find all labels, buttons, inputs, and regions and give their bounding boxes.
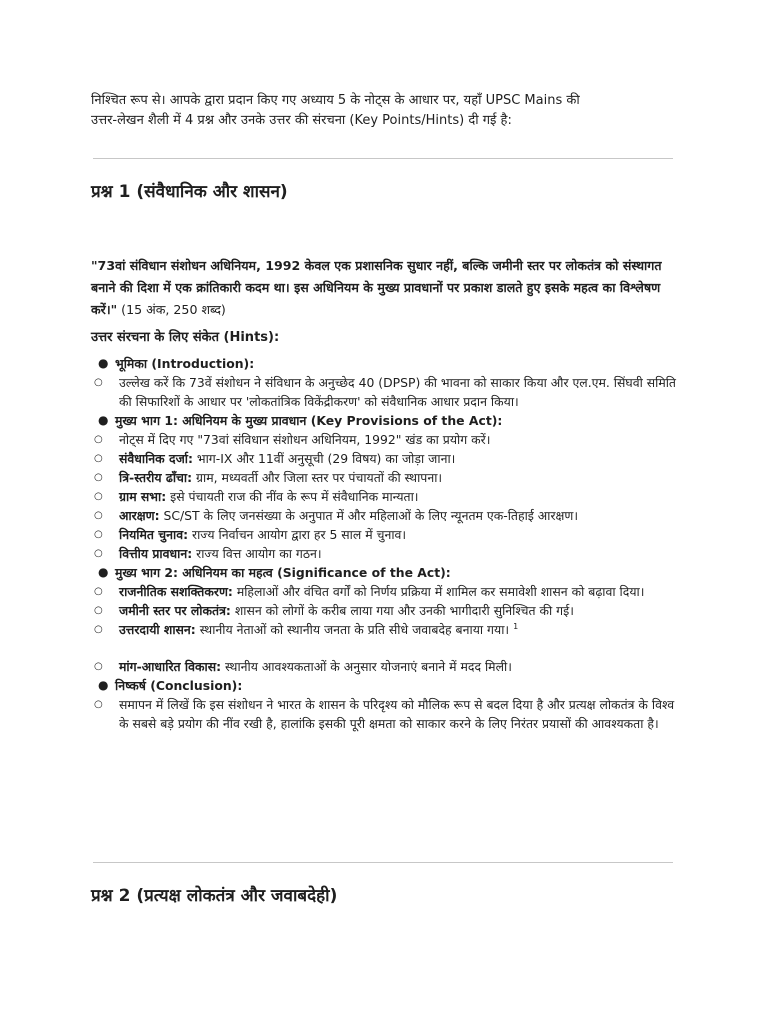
outline-section-key-provisions xyxy=(91,411,685,430)
question-1-text xyxy=(91,255,683,321)
question-1-heading: प्रश्न 1 (संवैधानिक और शासन) xyxy=(91,182,288,202)
list-item xyxy=(91,373,685,411)
section-title: भूमिका (Introduction): xyxy=(115,356,255,371)
list-item xyxy=(91,468,685,487)
spacer xyxy=(91,639,685,657)
list-item-label: संवैधानिक दर्जा: xyxy=(119,451,193,466)
hollow-bullet-icon: ○ xyxy=(94,434,103,445)
list-item xyxy=(91,449,685,468)
section-title: मुख्य भाग 2: अधिनियम का महत्व (Significance of the Act): xyxy=(115,565,451,580)
list-item xyxy=(91,601,685,620)
hollow-bullet-icon: ○ xyxy=(94,377,103,388)
list-item-label: नियमित चुनाव: xyxy=(119,527,189,542)
list-item xyxy=(91,582,685,601)
hollow-bullet-icon: ○ xyxy=(94,586,103,597)
hollow-bullet-icon: ○ xyxy=(94,699,103,710)
intro-paragraph xyxy=(91,91,691,131)
list-item-label: जमीनी स्तर पर लोकतंत्र: xyxy=(119,603,231,618)
list-item xyxy=(91,506,685,525)
hollow-bullet-icon: ○ xyxy=(94,605,103,616)
list-item xyxy=(91,525,685,544)
list-item-label: वित्तीय प्रावधान: xyxy=(119,546,193,561)
list-item xyxy=(91,695,685,733)
intro-line-2: उत्तर-लेखन शैली में 4 प्रश्न और उनके उत्तर की संरचना (Key Points/Hints) दी गई है: xyxy=(91,113,512,128)
footnote-marker[interactable]: 1 xyxy=(513,621,519,631)
section-title: मुख्य भाग 1: अधिनियम के मुख्य प्रावधान (Key Provisions of the Act): xyxy=(115,413,503,428)
hollow-bullet-icon: ○ xyxy=(94,661,103,672)
hollow-bullet-icon: ○ xyxy=(94,472,103,483)
list-item-text: महिलाओं और वंचित वर्गों को निर्णय प्रक्रिया में शामिल कर समावेशी शासन को बढ़ावा दिया। xyxy=(232,584,645,599)
list-item-label: ग्राम सभा: xyxy=(119,489,167,504)
list-item xyxy=(91,657,685,676)
list-item-text: राज्य निर्वाचन आयोग द्वारा हर 5 साल में चुनाव। xyxy=(188,527,407,542)
horizontal-divider xyxy=(93,158,673,159)
list-item-label: आरक्षण: xyxy=(119,508,160,523)
hollow-bullet-icon: ○ xyxy=(94,624,103,635)
list-item xyxy=(91,544,685,563)
list-item-text: राज्य वित्त आयोग का गठन। xyxy=(192,546,322,561)
hollow-bullet-icon: ○ xyxy=(94,529,103,540)
list-item-label: मांग-आधारित विकास: xyxy=(119,659,222,674)
list-item-text: SC/ST के लिए जनसंख्या के अनुपात में और महिलाओं के लिए न्यूनतम एक-तिहाई आरक्षण। xyxy=(159,508,579,523)
outline-section-conclusion xyxy=(91,676,685,695)
bullet-icon: ● xyxy=(98,678,109,692)
question-2-heading: प्रश्न 2 (प्रत्यक्ष लोकतंत्र और जवाबदेही) xyxy=(91,886,338,906)
outline-section-significance xyxy=(91,563,685,582)
list-item xyxy=(91,430,685,449)
list-item-text: समापन में लिखें कि इस संशोधन ने भारत के शासन के परिदृश्य को मौलिक रूप से बदल दिया है और प्रत्यक्ष लोकतंत्र के विश्व के सबसे बड़े प्रयोग की नींव रखी है, हालांकि इसकी पूरी क्षमता को साकार करने के लिए निरंतर प्रयासों की आवश्यकता है। xyxy=(119,697,675,731)
list-item xyxy=(91,620,685,639)
bullet-icon: ● xyxy=(98,565,109,579)
list-item-label: उत्तरदायी शासन: xyxy=(119,622,196,637)
question-1-marks: (15 अंक, 250 शब्द) xyxy=(117,302,226,317)
hollow-bullet-icon: ○ xyxy=(94,548,103,559)
list-item-text: स्थानीय आवश्यकताओं के अनुसार योजनाएं बनाने में मदद मिली। xyxy=(221,659,512,674)
intro-line-1: निश्चित रूप से। आपके द्वारा प्रदान किए गए अध्याय 5 के नोट्स के आधार पर, यहाँ UPSC Mains की xyxy=(91,93,580,108)
list-item-text: शासन को लोगों के करीब लाया गया और उनकी भागीदारी सुनिश्चित की गई। xyxy=(230,603,574,618)
hollow-bullet-icon: ○ xyxy=(94,453,103,464)
list-item-text: इसे पंचायती राज की नींव के रूप में संवैधानिक मान्यता। xyxy=(166,489,419,504)
horizontal-divider xyxy=(93,862,673,863)
list-item-text: स्थानीय नेताओं को स्थानीय जनता के प्रति सीधे जवाबदेह बनाया गया। xyxy=(195,622,510,637)
bullet-icon: ● xyxy=(98,356,109,370)
list-item xyxy=(91,487,685,506)
section-title: निष्कर्ष (Conclusion): xyxy=(115,678,243,693)
question-1-statement: "73वां संविधान संशोधन अधिनियम, 1992 केवल एक प्रशासनिक सुधार नहीं, बल्कि जमीनी स्तर पर लोकतंत्र को संस्थागत बनाने की दिशा में एक क्रांतिकारी कदम था। इस अधिनियम के मुख्य प्रावधानों पर प्रकाश डालते हुए इसके महत्व का विश्लेषण करें।" xyxy=(91,258,662,317)
list-item-text: नोट्स में दिए गए "73वां संविधान संशोधन अधिनियम, 1992" खंड का प्रयोग करें। xyxy=(119,432,491,447)
outline-section-introduction xyxy=(91,354,685,373)
hollow-bullet-icon: ○ xyxy=(94,510,103,521)
hints-heading: उत्तर संरचना के लिए संकेत (Hints): xyxy=(91,330,280,345)
list-item-text: भाग-IX और 11वीं अनुसूची (29 विषय) का जोड़ा जाना। xyxy=(192,451,456,466)
list-item-label: त्रि-स्तरीय ढाँचा: xyxy=(119,470,193,485)
bullet-icon: ● xyxy=(98,413,109,427)
list-item-text: उल्लेख करें कि 73वें संशोधन ने संविधान के अनुच्छेद 40 (DPSP) की भावना को साकार किया और एल.एम. सिंघवी समिति की सिफारिशों के आधार पर 'लोकतांत्रिक विकेंद्रीकरण' को संवैधानिक आधार प्रदान किया। xyxy=(119,375,676,409)
answer-outline xyxy=(91,354,685,733)
list-item-label: राजनीतिक सशक्तिकरण: xyxy=(119,584,233,599)
list-item-text: ग्राम, मध्यवर्ती और जिला स्तर पर पंचायतों की स्थापना। xyxy=(192,470,443,485)
hollow-bullet-icon: ○ xyxy=(94,491,103,502)
